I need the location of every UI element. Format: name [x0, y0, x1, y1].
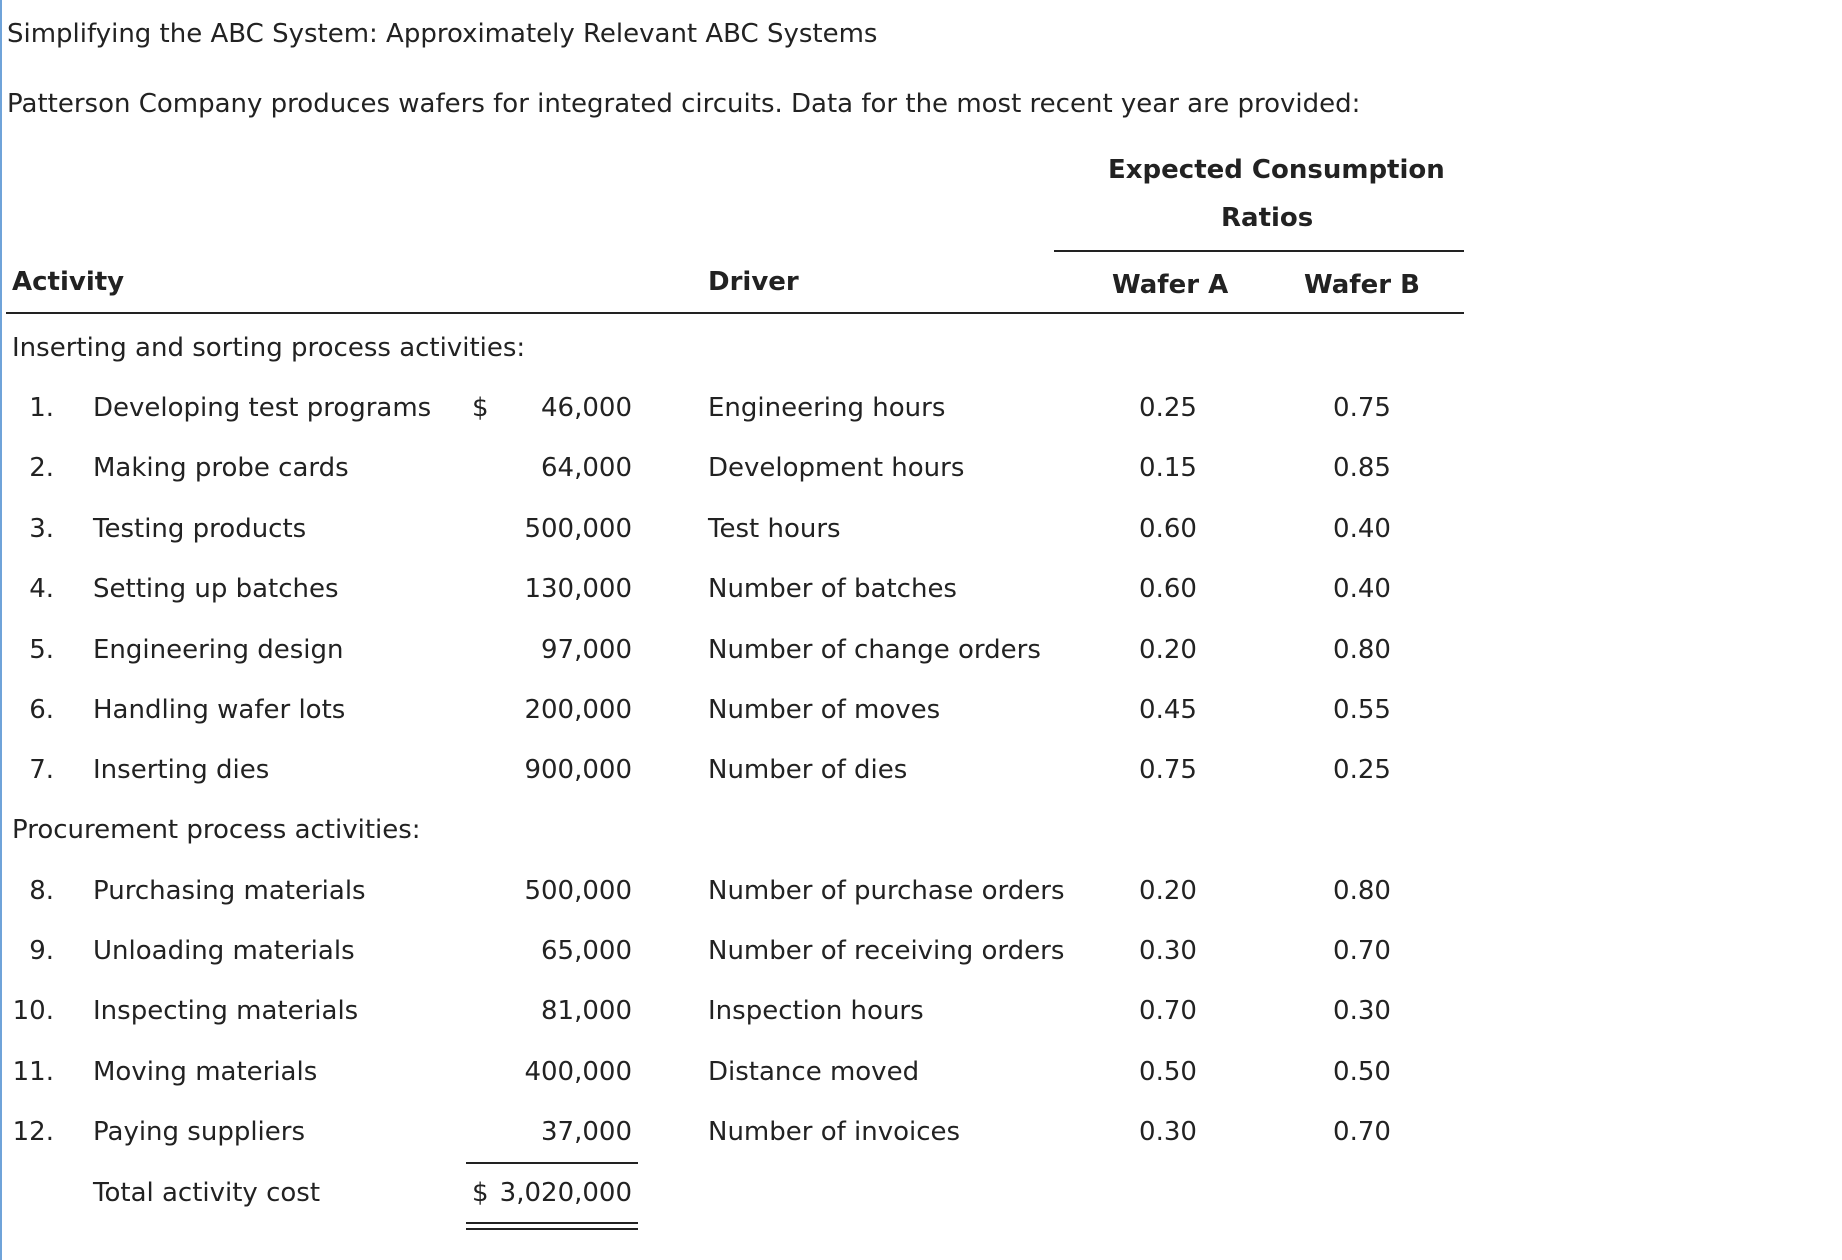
row-driver: Distance moved	[708, 1057, 920, 1087]
row-cost: 900,000	[524, 755, 632, 785]
row-wafer-a: 0.60	[1139, 514, 1197, 544]
section-header-procurement: Procurement process activities:	[12, 815, 421, 845]
row-wafer-a: 0.15	[1139, 453, 1197, 483]
row-activity: Setting up batches	[93, 574, 339, 604]
row-activity: Testing products	[93, 514, 307, 544]
row-currency: $	[472, 393, 489, 423]
row-cost: 200,000	[524, 695, 632, 725]
header-rule	[6, 312, 1464, 314]
row-cost: 81,000	[541, 996, 632, 1026]
row-number: 8.	[29, 876, 54, 906]
row-number: 7.	[29, 755, 54, 785]
row-activity: Paying suppliers	[93, 1117, 306, 1147]
row-wafer-a: 0.30	[1139, 936, 1197, 966]
row-cost: 97,000	[541, 635, 632, 665]
row-cost: 500,000	[524, 876, 632, 906]
row-cost: 400,000	[524, 1057, 632, 1087]
row-number: 2.	[29, 453, 54, 483]
row-wafer-b: 0.80	[1333, 635, 1391, 665]
total-double-rule-1	[466, 1222, 638, 1224]
row-activity: Handling wafer lots	[93, 695, 346, 725]
row-wafer-a: 0.75	[1139, 755, 1197, 785]
row-driver: Number of receiving orders	[708, 936, 1065, 966]
row-wafer-b: 0.85	[1333, 453, 1391, 483]
row-wafer-a: 0.30	[1139, 1117, 1197, 1147]
row-activity: Purchasing materials	[93, 876, 366, 906]
total-currency: $	[472, 1178, 489, 1208]
row-number: 1.	[29, 393, 54, 423]
row-wafer-b: 0.70	[1333, 936, 1391, 966]
row-driver: Number of change orders	[708, 635, 1041, 665]
row-activity: Moving materials	[93, 1057, 318, 1087]
row-number: 9.	[29, 936, 54, 966]
row-driver: Development hours	[708, 453, 965, 483]
row-driver: Number of dies	[708, 755, 908, 785]
row-wafer-a: 0.50	[1139, 1057, 1197, 1087]
row-wafer-a: 0.20	[1139, 876, 1197, 906]
row-wafer-a: 0.20	[1139, 635, 1197, 665]
row-cost: 65,000	[541, 936, 632, 966]
page-title: Simplifying the ABC System: Approximately Relevant ABC Systems	[7, 19, 878, 49]
row-activity: Inspecting materials	[93, 996, 359, 1026]
row-driver: Inspection hours	[708, 996, 924, 1026]
row-cost: 500,000	[524, 514, 632, 544]
row-wafer-b: 0.30	[1333, 996, 1391, 1026]
row-activity: Making probe cards	[93, 453, 349, 483]
row-driver: Number of purchase orders	[708, 876, 1065, 906]
row-number: 11.	[12, 1057, 54, 1087]
row-cost: 130,000	[524, 574, 632, 604]
row-wafer-a: 0.45	[1139, 695, 1197, 725]
row-wafer-b: 0.50	[1333, 1057, 1391, 1087]
row-wafer-b: 0.25	[1333, 755, 1391, 785]
row-cost: 46,000	[541, 393, 632, 423]
row-wafer-b: 0.80	[1333, 876, 1391, 906]
row-number: 5.	[29, 635, 54, 665]
row-driver: Number of invoices	[708, 1117, 961, 1147]
col-header-activity: Activity	[12, 267, 125, 297]
row-number: 12.	[12, 1117, 54, 1147]
row-wafer-b: 0.75	[1333, 393, 1391, 423]
row-activity: Engineering design	[93, 635, 344, 665]
row-wafer-b: 0.40	[1333, 574, 1391, 604]
row-cost: 64,000	[541, 453, 632, 483]
left-border	[0, 0, 2, 1260]
col-header-wafer-b: Wafer B	[1304, 270, 1420, 300]
row-driver: Engineering hours	[708, 393, 946, 423]
row-number: 4.	[29, 574, 54, 604]
row-wafer-b: 0.55	[1333, 695, 1391, 725]
group-header-rule	[1054, 250, 1464, 252]
row-number: 6.	[29, 695, 54, 725]
row-driver: Test hours	[708, 514, 841, 544]
row-activity: Unloading materials	[93, 936, 355, 966]
total-value: 3,020,000	[499, 1178, 632, 1208]
row-driver: Number of moves	[708, 695, 941, 725]
row-activity: Developing test programs	[93, 393, 432, 423]
group-header-line2: Ratios	[1221, 203, 1314, 233]
group-header-line1: Expected Consumption	[1108, 155, 1445, 185]
section-header-inserting: Inserting and sorting process activities:	[12, 333, 526, 363]
row-wafer-a: 0.25	[1139, 393, 1197, 423]
total-label: Total activity cost	[93, 1178, 321, 1208]
row-number: 10.	[12, 996, 54, 1026]
col-header-wafer-a: Wafer A	[1112, 270, 1229, 300]
row-driver: Number of batches	[708, 574, 957, 604]
col-header-driver: Driver	[708, 267, 799, 297]
row-number: 3.	[29, 514, 54, 544]
intro-text: Patterson Company produces wafers for integrated circuits. Data for the most recent year are provided:	[7, 89, 1361, 119]
row-wafer-a: 0.60	[1139, 574, 1197, 604]
row-wafer-b: 0.70	[1333, 1117, 1391, 1147]
total-double-rule-2	[466, 1228, 638, 1230]
total-top-rule	[466, 1162, 638, 1164]
row-cost: 37,000	[541, 1117, 632, 1147]
row-wafer-a: 0.70	[1139, 996, 1197, 1026]
row-wafer-b: 0.40	[1333, 514, 1391, 544]
row-activity: Inserting dies	[93, 755, 270, 785]
